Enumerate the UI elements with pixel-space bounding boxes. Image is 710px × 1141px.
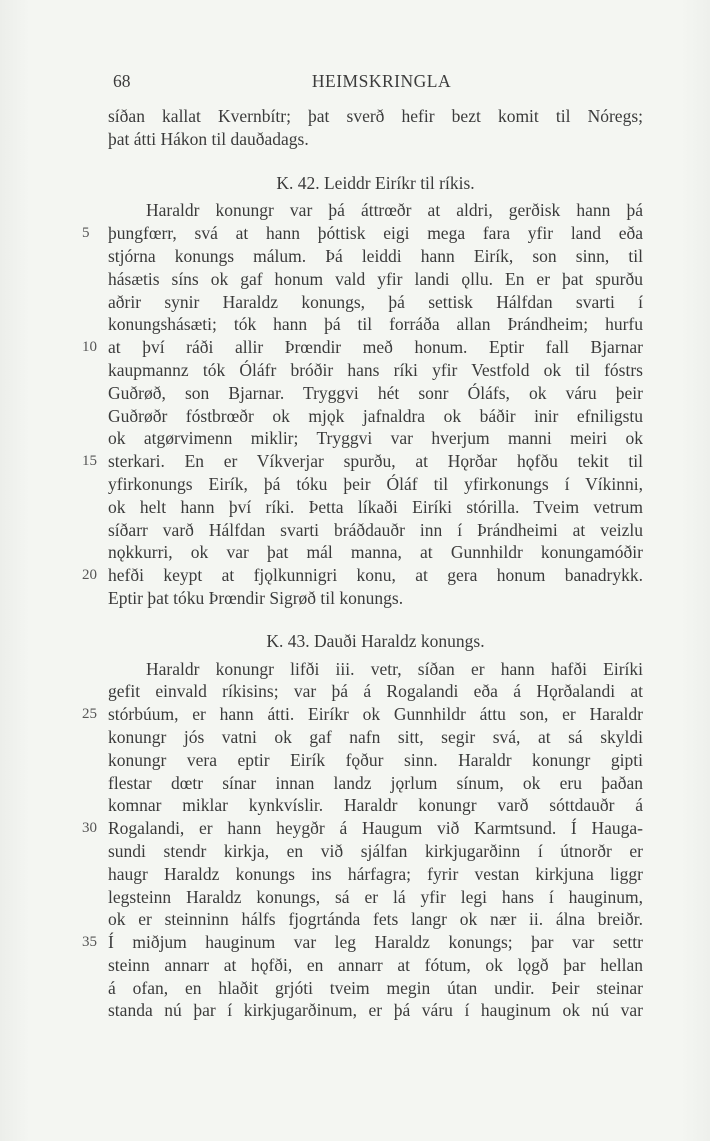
body-text (82, 105, 643, 1022)
text-line: Í miðjum hauginum var leg Haraldz konungs; þar var settr 35 (82, 932, 643, 953)
text-line: at því ráði allir Þrœndir með honum. Eptir fall Bjarnar 10 (82, 337, 643, 358)
text-line: Rogalandi, er hann heygðr á Haugum við Karmtsund. Í Hauga- 30 (82, 818, 643, 839)
page-header (108, 70, 643, 93)
line-number: 5 (82, 225, 90, 242)
text-line: ok atgørvimenn miklir; Tryggvi var hverjum manni meiri ok (108, 428, 643, 449)
text-line: Guðrøð, son Bjarnar. Tryggvi hét sonr Óláfs, ok váru þeir (108, 382, 643, 403)
chapter-heading: K. 43. Dauði Haraldz konungs. (266, 630, 485, 651)
text-line: steinn annarr at hǫfði, en annarr at fótum, ok lǫgð þar hellan (108, 954, 643, 975)
text-line: Guðrøðr fóstbrœðr ok mjǫk jafnaldra ok báðir inir efniligstu (108, 405, 643, 426)
text-line: gefit einvald ríkisins; var þá á Rogalandi eða á Hǫrðalandi at (108, 681, 643, 702)
page-number: 68 (113, 71, 131, 91)
text-line: komnar miklar kynkvíslir. Haraldr konungr varð sóttdauðr á (108, 795, 643, 816)
text-line: legsteinn Haraldz konungs, sá er lá yfir legi hans í hauginum, (108, 886, 643, 907)
text-line: yfirkonungs Eirík, þá tóku þeir Óláf til yfirkonungs í Víkinni, (108, 473, 643, 494)
text-line: nǫkkurri, ok var þat mál manna, at Gunnhildr konungamóðir (108, 542, 643, 563)
text-line: ok helt hann því ríki. Þetta líkaði Eiríki stórilla. Tveim vetrum (108, 496, 643, 517)
text-column (82, 70, 643, 1022)
text-line: á ofan, en hlaðit grjóti tveim megin útan undir. Þeir steinar (108, 977, 643, 998)
text-line: haugr Haraldz konungs ins hárfagra; fyrir vestan kirkjuna liggr (108, 863, 643, 884)
text-line: Eptir þat tóku Þrœndir Sigrøð til konungs. (108, 587, 404, 608)
paragraph (82, 199, 643, 609)
text-line: ok er steinninn hálfs fjogrtánda fets langr ok nær ii. álna breiðr. (108, 909, 643, 930)
text-line: síðan kallat Kvernbítr; þat sverð hefir bezt komit til Nóregs; (108, 106, 643, 126)
text-line: sundi stendr kirkja, en við sjálfan kirkjugarðinn í útnorðr er (108, 840, 643, 861)
text-line: konungr vera eptir Eirík fǫður sinn. Haraldr konungr gipti (108, 749, 643, 770)
text-line: flestar dœtr sínar innan landz jǫrlum sínum, ok eru þaðan (108, 772, 643, 793)
line-number: 30 (82, 820, 97, 837)
line-number: 35 (82, 934, 97, 951)
text-line: stórbúum, er hann átti. Eiríkr ok Gunnhildr áttu son, er Haraldr 25 (82, 704, 643, 725)
text-line: sterkari. En er Víkverjar spurðu, at Hǫrðar hǫfðu tekit til 15 (82, 451, 643, 472)
text-line: stjórna konungs málum. Þá leiddi hann Eirík, son sinn, til (108, 245, 643, 266)
text-line: standa nú þar í kirkjugarðinum, er þá váru í hauginum ok nú var (108, 1000, 643, 1021)
line-number: 15 (82, 453, 97, 470)
chapter-heading: K. 42. Leiddr Eiríkr til ríkis. (276, 172, 475, 193)
line-number: 25 (82, 706, 97, 723)
text-line: hásætis síns ok gaf honum vald yfir landi ǫllu. En er þat spurðu (108, 268, 643, 289)
text-line: konungshásæti; tók hann þá til forráða allan Þrándheim; hurfu (108, 314, 643, 335)
running-title: HEIMSKRINGLA (311, 71, 452, 91)
line-number: 10 (82, 339, 97, 356)
paragraph (82, 658, 643, 1023)
text-line: kaupmannz tók Óláfr bróðir hans ríki yfir Vestfold ok til fóstrs (108, 359, 643, 380)
text-line: konungr jós vatni ok gaf nafn sitt, segir svá, at sá skyldi (108, 726, 643, 747)
text-line: aðrir synir Haraldz konungs, þá settisk Hálfdan svarti í (108, 291, 643, 312)
text-line: þungfœrr, svá at hann þóttisk eigi mega fara yfir land eða 5 (82, 223, 643, 244)
text-line: Haraldr konungr lifði iii. vetr, síðan er hann hafði Eiríki (146, 658, 643, 679)
paragraph (108, 105, 643, 151)
text-line: síðarr varð Hálfdan svarti bráðdauðr inn í Þrándheimi at veizlu (108, 519, 643, 540)
text-line: hefði keypt at fjǫlkunnigri konu, at gera honum banadrykk. 20 (82, 565, 643, 586)
line-number: 20 (82, 567, 97, 584)
text-line: Haraldr konungr var þá áttrœðr at aldri, gerðisk hann þá (146, 200, 643, 221)
text-line: þat átti Hákon til dauðadags. (108, 128, 309, 149)
